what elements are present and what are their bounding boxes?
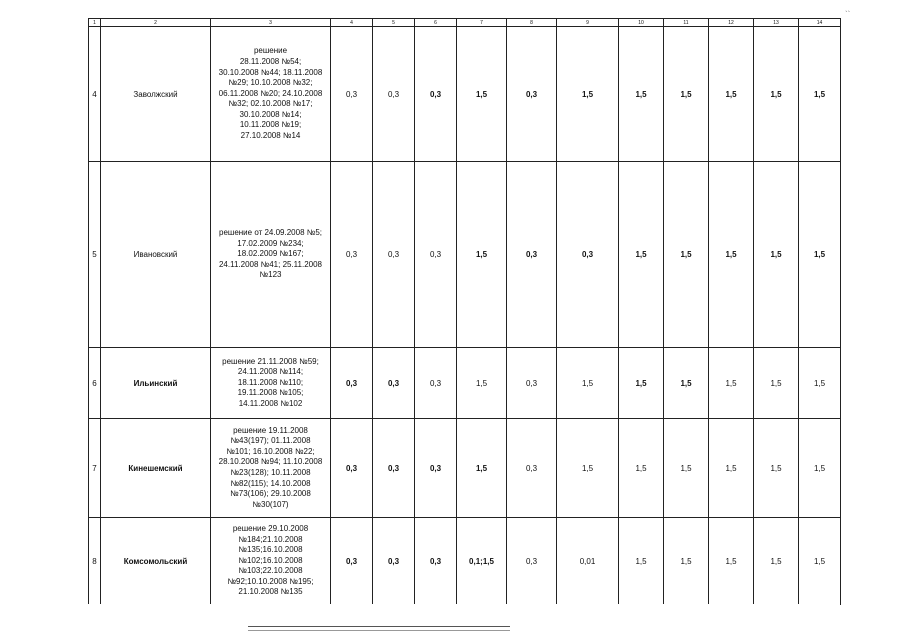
rate-value: 1,5 <box>457 162 507 348</box>
rate-value: 0,3 <box>331 27 373 162</box>
rate-value: 0,3 <box>415 348 457 419</box>
table-row <box>89 27 841 162</box>
rate-value: 0,3 <box>373 419 415 518</box>
rate-value: 0,01 <box>557 518 619 605</box>
decision-line: №135;16.10.2008 <box>238 545 303 555</box>
rate-value: 1,5 <box>619 27 664 162</box>
rates-table <box>88 18 841 605</box>
decision-line: решение от 24.09.2008 №5; <box>219 228 322 238</box>
column-number: 12 <box>709 19 754 27</box>
rate-value: 1,5 <box>457 348 507 419</box>
rate-value: 0,3 <box>373 348 415 419</box>
decision-line: №92;10.10.2008 №195; <box>227 576 314 586</box>
rate-value: 0,3 <box>507 518 557 605</box>
district-name: Ильинский <box>101 348 211 419</box>
rate-value: 1,5 <box>619 162 664 348</box>
rate-value: 0,3 <box>415 27 457 162</box>
decision-cell <box>211 162 331 348</box>
rate-value: 0,3 <box>331 518 373 605</box>
rate-value: 1,5 <box>664 348 709 419</box>
column-number: 2 <box>101 19 211 27</box>
district-name: Заволжский <box>101 27 211 162</box>
rate-value: 0,3 <box>507 27 557 162</box>
table-row <box>89 162 841 348</box>
decision-cell <box>211 518 331 605</box>
rate-value: 0,3 <box>507 419 557 518</box>
column-number: 9 <box>557 19 619 27</box>
column-number: 1 <box>89 19 101 27</box>
decision-line: №30(107) <box>252 499 289 509</box>
row-number: 4 <box>89 27 101 162</box>
decision-line: №184;21.10.2008 <box>238 534 303 544</box>
rate-value: 1,5 <box>709 518 754 605</box>
rate-value: 1,5 <box>799 419 841 518</box>
column-number: 5 <box>373 19 415 27</box>
rate-value: 0,1;1,5 <box>457 518 507 605</box>
rate-value: 1,5 <box>557 419 619 518</box>
rate-value: 0,3 <box>331 162 373 348</box>
rate-value: 0,3 <box>507 348 557 419</box>
rate-value: 1,5 <box>799 518 841 605</box>
decision-line: решение 19.11.2008 <box>233 425 308 435</box>
table-row <box>89 518 841 605</box>
rate-value: 1,5 <box>709 419 754 518</box>
rate-value: 1,5 <box>664 162 709 348</box>
rate-value: 0,3 <box>331 348 373 419</box>
decision-cell <box>211 348 331 419</box>
row-number: 6 <box>89 348 101 419</box>
decision-line: №102;16.10.2008 <box>238 555 303 565</box>
decision-line: 24.11.2008 №41; 25.11.2008 <box>218 259 323 269</box>
rate-value: 0,3 <box>373 518 415 605</box>
rate-value: 1,5 <box>799 162 841 348</box>
district-name: Ивановский <box>101 162 211 348</box>
decision-line: решение 29.10.2008 <box>232 523 309 533</box>
row-number: 7 <box>89 419 101 518</box>
row-number: 5 <box>89 162 101 348</box>
rate-value: 0,3 <box>415 518 457 605</box>
rate-value: 1,5 <box>619 348 664 419</box>
rate-value: 0,3 <box>415 419 457 518</box>
rate-value: 1,5 <box>754 518 799 605</box>
corner-mark: `` <box>845 10 851 19</box>
column-number: 4 <box>331 19 373 27</box>
decision-line: №82(115); 14.10.2008 <box>230 478 311 488</box>
decision-line: 27.10.2008 №14 <box>240 131 301 141</box>
rate-value: 1,5 <box>754 419 799 518</box>
column-number: 10 <box>619 19 664 27</box>
table-body <box>89 19 841 605</box>
decision-line: №123 <box>259 270 282 280</box>
rate-value: 1,5 <box>457 419 507 518</box>
district-name: Кинешемский <box>101 419 211 518</box>
rate-value: 1,5 <box>557 27 619 162</box>
rate-value: 1,5 <box>709 348 754 419</box>
row-number: 8 <box>89 518 101 605</box>
bottom-rule <box>248 626 510 631</box>
rate-value: 1,5 <box>709 162 754 348</box>
decision-line: 17.02.2009 №234; <box>237 238 304 248</box>
decision-line: 06.11.2008 №20; 24.10.2008 <box>218 88 323 98</box>
rate-value: 1,5 <box>457 27 507 162</box>
decision-line: №29; 10.10.2008 №32; <box>228 78 313 88</box>
decision-line: 24.11.2008 №114; <box>237 367 304 377</box>
decision-line: 10.11.2008 №19; <box>239 120 302 130</box>
rate-value: 1,5 <box>619 518 664 605</box>
rate-value: 1,5 <box>754 162 799 348</box>
column-number: 3 <box>211 19 331 27</box>
rate-value: 1,5 <box>664 518 709 605</box>
rate-value: 1,5 <box>557 348 619 419</box>
rate-value: 1,5 <box>619 419 664 518</box>
decision-line: 14.11.2008 №102 <box>238 398 303 408</box>
decision-line: 21.10.2008 №135 <box>238 587 303 597</box>
page-cut <box>88 604 840 640</box>
decision-line: №43(197); 01.11.2008 <box>230 436 311 446</box>
decision-line: №32; 02.10.2008 №17; <box>228 99 313 109</box>
column-number: 7 <box>457 19 507 27</box>
decision-line: 18.02.2009 №167; <box>237 249 304 259</box>
rate-value: 1,5 <box>754 348 799 419</box>
decision-line: №103;22.10.2008 <box>238 566 303 576</box>
decision-line: решение 21.11.2008 №59; <box>222 356 319 366</box>
rate-value: 1,5 <box>754 27 799 162</box>
column-number: 13 <box>754 19 799 27</box>
rate-value: 0,3 <box>331 419 373 518</box>
decision-cell <box>211 27 331 162</box>
table-row <box>89 419 841 518</box>
rate-value: 0,3 <box>507 162 557 348</box>
column-number: 14 <box>799 19 841 27</box>
rate-value: 1,5 <box>664 27 709 162</box>
column-number: 11 <box>664 19 709 27</box>
rate-value: 1,5 <box>709 27 754 162</box>
rate-value: 1,5 <box>799 27 841 162</box>
rate-value: 0,3 <box>415 162 457 348</box>
decision-line: №101; 16.10.2008 №22; <box>226 446 315 456</box>
column-number-row <box>89 19 841 27</box>
decision-line: 19.11.2008 №105; <box>237 388 304 398</box>
table-row <box>89 348 841 419</box>
decision-line: 30.10.2008 №44; 18.11.2008 <box>218 67 323 77</box>
decision-line: 28.10.2008 №94; 11.10.2008 <box>218 457 323 467</box>
column-number: 6 <box>415 19 457 27</box>
rate-value: 1,5 <box>799 348 841 419</box>
decision-cell <box>211 419 331 518</box>
decision-line: №73(106); 29.10.2008 <box>230 489 311 499</box>
rate-value: 0,3 <box>557 162 619 348</box>
decision-line: 30.10.2008 №14; <box>239 109 302 119</box>
rate-value: 0,3 <box>373 162 415 348</box>
rate-value: 0,3 <box>373 27 415 162</box>
district-name: Комсомольский <box>101 518 211 605</box>
decision-line: 28.11.2008 №54; <box>239 56 302 66</box>
decision-line: 18.11.2008 №110; <box>237 377 304 387</box>
rate-value: 1,5 <box>664 419 709 518</box>
decision-line: №23(128); 10.11.2008 <box>230 468 311 477</box>
column-number: 8 <box>507 19 557 27</box>
decision-line: решение <box>253 46 288 56</box>
